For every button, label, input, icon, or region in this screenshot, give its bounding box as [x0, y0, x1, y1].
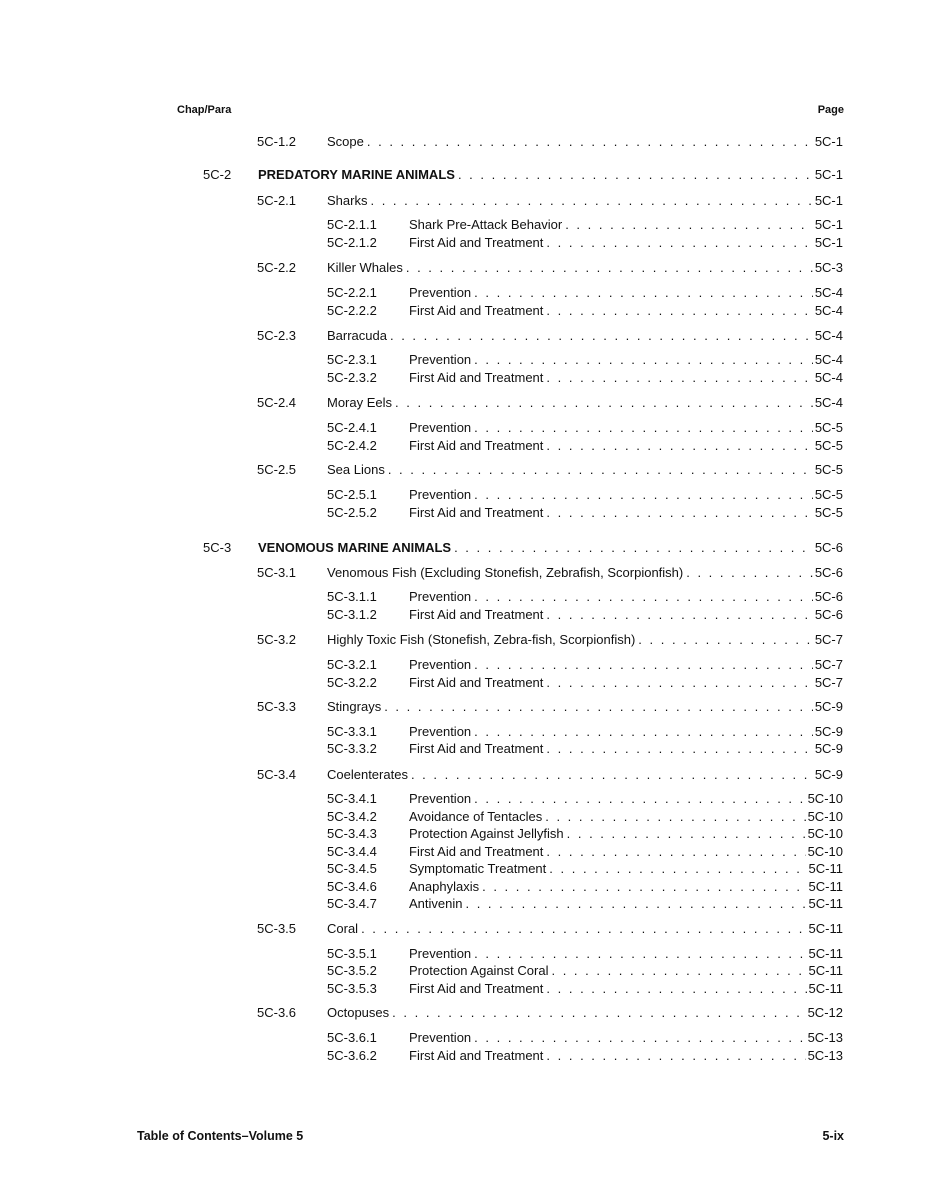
toc-entry-page: 5C-6	[814, 589, 843, 604]
dot-leader	[406, 260, 813, 276]
toc-entry-page: 5C-7	[814, 657, 843, 672]
dot-leader	[458, 167, 813, 183]
toc-entry-number: 5C-3.5	[257, 921, 297, 936]
toc-entry-page: 5C-13	[807, 1048, 843, 1063]
toc-entry-page: 5C-5	[814, 505, 843, 520]
dot-leader	[465, 896, 806, 912]
toc-subsection-entry[interactable]	[327, 861, 843, 877]
toc-entry-title: Highly Toxic Fish (Stonefish, Zebra-fish, Scorpionfish)	[327, 632, 636, 647]
toc-entry-page: 5C-9	[814, 741, 843, 756]
dot-leader	[567, 826, 806, 842]
toc-entry-number: 5C-3.4.7	[327, 896, 377, 911]
toc-entry-number: 5C-2.3	[257, 328, 297, 343]
toc-entry-title: Prevention	[409, 724, 472, 739]
toc-entry-number: 5C-2.1	[257, 193, 297, 208]
dot-leader	[411, 767, 813, 783]
dot-leader	[545, 809, 805, 825]
toc-entry-number: 5C-3.4.3	[327, 826, 377, 841]
toc-section-entry[interactable]	[257, 565, 843, 581]
toc-entry-page: 5C-11	[808, 921, 843, 936]
toc-entry-title: Avoidance of Tentacles	[409, 809, 543, 824]
dot-leader	[474, 420, 813, 436]
toc-entry-page: 5C-12	[807, 1005, 843, 1020]
toc-entry-page: 5C-4	[814, 370, 843, 385]
toc-subsection-entry[interactable]	[327, 963, 843, 979]
dot-leader	[384, 699, 813, 715]
toc-entry-title: Prevention	[409, 352, 472, 367]
toc-entry-number: 5C-3.4.1	[327, 791, 377, 806]
toc-subsection-entry[interactable]	[327, 589, 843, 605]
toc-entry-page: 5C-6	[814, 607, 843, 622]
dot-leader	[546, 675, 812, 691]
toc-section-entry[interactable]	[257, 260, 843, 276]
toc-section-entry[interactable]	[257, 921, 843, 937]
toc-section-entry[interactable]	[257, 1005, 843, 1021]
toc-entry-title: Antivenin	[409, 896, 463, 911]
toc-entry-number: 5C-3.1.1	[327, 589, 377, 604]
toc-entry-title: Coelenterates	[327, 767, 408, 782]
toc-section-entry[interactable]	[257, 699, 843, 715]
toc-subsection-entry[interactable]	[327, 675, 843, 691]
toc-subsection-entry[interactable]	[327, 879, 843, 895]
toc-subsection-entry[interactable]	[327, 607, 843, 623]
toc-entry-page: 5C-7	[814, 675, 843, 690]
dot-leader	[474, 285, 813, 301]
toc-subsection-entry[interactable]	[327, 420, 843, 436]
toc-subsection-entry[interactable]	[327, 809, 843, 825]
dot-leader	[482, 879, 806, 895]
toc-subsection-entry[interactable]	[327, 791, 843, 807]
toc-section-entry[interactable]	[257, 632, 843, 648]
toc-subsection-entry[interactable]	[327, 741, 843, 757]
toc-subsection-entry[interactable]	[327, 370, 843, 386]
dot-leader	[474, 791, 805, 807]
toc-entry-page: 5C-7	[814, 632, 843, 647]
dot-leader	[474, 352, 813, 368]
toc-entry-number: 5C-3	[203, 540, 232, 555]
column-header-chap-para: Chap/Para	[177, 104, 232, 116]
toc-chapter-entry[interactable]	[203, 167, 843, 183]
toc-entry-title: Prevention	[409, 791, 472, 806]
toc-entry-title: First Aid and Treatment	[409, 370, 544, 385]
toc-entry-number: 5C-3.6.2	[327, 1048, 377, 1063]
dot-leader	[474, 724, 813, 740]
toc-entry-page: 5C-4	[814, 352, 843, 367]
toc-entry-title: Prevention	[409, 487, 472, 502]
toc-subsection-entry[interactable]	[327, 235, 843, 251]
toc-entry-number: 5C-3.4.6	[327, 879, 377, 894]
toc-entry-page: 5C-5	[814, 420, 843, 435]
toc-entry-title: Anaphylaxis	[409, 879, 480, 894]
dot-leader	[565, 217, 813, 233]
dot-leader	[546, 607, 812, 623]
toc-chapter-entry[interactable]	[203, 540, 843, 556]
toc-entry-page: 5C-6	[814, 540, 843, 555]
toc-entry-page: 5C-11	[808, 896, 843, 911]
toc-entry-page: 5C-5	[814, 462, 843, 477]
toc-entry-number: 5C-3.5.3	[327, 981, 377, 996]
toc-entry-number: 5C-3.6.1	[327, 1030, 377, 1045]
dot-leader	[474, 657, 813, 673]
dot-leader	[546, 844, 805, 860]
toc-entry-number: 5C-2.4.2	[327, 438, 377, 453]
toc-entry-number: 5C-3.4.5	[327, 861, 377, 876]
toc-entry-title: First Aid and Treatment	[409, 607, 544, 622]
toc-entry-title: First Aid and Treatment	[409, 235, 544, 250]
dot-leader	[388, 462, 813, 478]
toc-section-entry[interactable]	[257, 462, 843, 478]
toc-subsection-entry[interactable]	[327, 844, 843, 860]
toc-entry-title: First Aid and Treatment	[409, 1048, 544, 1063]
dot-leader	[370, 193, 812, 209]
toc-entry-title: Sharks	[327, 193, 368, 208]
toc-entry-number: 5C-3.2.1	[327, 657, 377, 672]
toc-entry-title: Protection Against Jellyfish	[409, 826, 564, 841]
dot-leader	[551, 963, 806, 979]
toc-entry-page: 5C-9	[814, 724, 843, 739]
dot-leader	[474, 1030, 805, 1046]
toc-entry-page: 5C-4	[814, 328, 843, 343]
toc-entry-title: Killer Whales	[327, 260, 403, 275]
dot-leader	[546, 981, 806, 997]
toc-entry-page: 5C-1	[814, 134, 843, 149]
dot-leader	[474, 589, 813, 605]
toc-entry-number: 5C-3.1	[257, 565, 297, 580]
toc-entry-page: 5C-3	[814, 260, 843, 275]
dot-leader	[546, 303, 812, 319]
toc-entry-page: 5C-9	[814, 699, 843, 714]
toc-entry-number: 5C-2.5.1	[327, 487, 377, 502]
toc-entry-title: Scope	[327, 134, 364, 149]
toc-subsection-entry[interactable]	[327, 487, 843, 503]
toc-entry-number: 5C-3.4.2	[327, 809, 377, 824]
toc-entry-number: 5C-2	[203, 167, 232, 182]
toc-subsection-entry[interactable]	[327, 1030, 843, 1046]
dot-leader	[474, 946, 806, 962]
toc-entry-number: 5C-1.2	[257, 134, 297, 149]
toc-subsection-entry[interactable]	[327, 724, 843, 740]
toc-entry-number: 5C-2.1.1	[327, 217, 377, 232]
column-header-page: Page	[817, 104, 844, 116]
toc-entry-title: VENOMOUS MARINE ANIMALS	[258, 540, 452, 555]
toc-entry-title: Prevention	[409, 589, 472, 604]
toc-entry-page: 5C-4	[814, 303, 843, 318]
toc-entry-page: 5C-10	[807, 826, 843, 841]
toc-entry-number: 5C-2.3.2	[327, 370, 377, 385]
dot-leader	[474, 487, 813, 503]
toc-subsection-entry[interactable]	[327, 303, 843, 319]
toc-entry-title: Coral	[327, 921, 359, 936]
toc-entry-page: 5C-11	[808, 861, 843, 876]
toc-entry-page: 5C-4	[814, 395, 843, 410]
toc-entry-number: 5C-3.2	[257, 632, 297, 647]
toc-entry-number: 5C-2.2	[257, 260, 297, 275]
toc-entry-number: 5C-2.1.2	[327, 235, 377, 250]
toc-subsection-entry[interactable]	[327, 438, 843, 454]
dot-leader	[546, 1048, 805, 1064]
toc-subsection-entry[interactable]	[327, 1048, 843, 1064]
toc-entry-page: 5C-11	[808, 946, 843, 961]
toc-entry-page: 5C-10	[807, 809, 843, 824]
toc-entry-title: Prevention	[409, 657, 472, 672]
footer-page-number: 5-ix	[822, 1129, 844, 1143]
toc-entry-title: Prevention	[409, 420, 472, 435]
dot-leader	[361, 921, 806, 937]
toc-entry-number: 5C-3.5.2	[327, 963, 377, 978]
toc-entry-number: 5C-2.4.1	[327, 420, 377, 435]
toc-entry-number: 5C-3.4	[257, 767, 297, 782]
dot-leader	[546, 235, 812, 251]
toc-entry-page: 5C-11	[808, 963, 843, 978]
toc-entry-title: Symptomatic Treatment	[409, 861, 547, 876]
toc-entry-title: First Aid and Treatment	[409, 675, 544, 690]
toc-entry-title: First Aid and Treatment	[409, 741, 544, 756]
toc-subsection-entry[interactable]	[327, 946, 843, 962]
toc-entry-number: 5C-3.3.1	[327, 724, 377, 739]
toc-entry-title: First Aid and Treatment	[409, 981, 544, 996]
toc-entry-page: 5C-10	[807, 844, 843, 859]
toc-entry-title: Barracuda	[327, 328, 387, 343]
toc-entry-number: 5C-3.2.2	[327, 675, 377, 690]
toc-entry-page: 5C-11	[808, 879, 843, 894]
toc-subsection-entry[interactable]	[327, 505, 843, 521]
dot-leader	[367, 134, 813, 150]
dot-leader	[549, 861, 806, 877]
toc-entry-title: First Aid and Treatment	[409, 438, 544, 453]
toc-entry-title: Shark Pre-Attack Behavior	[409, 217, 563, 232]
dot-leader	[546, 505, 812, 521]
toc-entry-title: Venomous Fish (Excluding Stonefish, Zebrafish, Scorpionfish)	[327, 565, 684, 580]
toc-subsection-entry[interactable]	[327, 657, 843, 673]
toc-entry-title: Protection Against Coral	[409, 963, 549, 978]
dot-leader	[638, 632, 813, 648]
toc-entry-number: 5C-3.3	[257, 699, 297, 714]
dot-leader	[390, 328, 813, 344]
toc-section-entry[interactable]	[257, 395, 843, 411]
toc-entry-title: Prevention	[409, 946, 472, 961]
toc-entry-title: First Aid and Treatment	[409, 844, 544, 859]
toc-entry-page: 5C-1	[814, 235, 843, 250]
dot-leader	[454, 540, 813, 556]
toc-entry-page: 5C-4	[814, 285, 843, 300]
toc-entry-page: 5C-5	[814, 438, 843, 453]
toc-entry-page: 5C-1	[814, 167, 843, 182]
toc-entry-number: 5C-2.5.2	[327, 505, 377, 520]
toc-entry-number: 5C-3.6	[257, 1005, 297, 1020]
toc-entry-page: 5C-13	[807, 1030, 843, 1045]
toc-entry-number: 5C-3.5.1	[327, 946, 377, 961]
toc-section-entry[interactable]	[257, 328, 843, 344]
toc-entry-page: 5C-10	[807, 791, 843, 806]
toc-section-entry[interactable]	[257, 767, 843, 783]
toc-subsection-entry[interactable]	[327, 981, 843, 997]
toc-section-entry[interactable]	[257, 134, 843, 150]
toc-entry-number: 5C-2.5	[257, 462, 297, 477]
footer-title: Table of Contents–Volume 5	[137, 1129, 304, 1143]
toc-entry-title: Prevention	[409, 1030, 472, 1045]
dot-leader	[392, 1005, 805, 1021]
toc-entry-page: 5C-1	[814, 193, 843, 208]
dot-leader	[546, 741, 812, 757]
toc-entry-title: Sea Lions	[327, 462, 385, 477]
toc-entry-page: 5C-6	[814, 565, 843, 580]
toc-entry-title: First Aid and Treatment	[409, 505, 544, 520]
toc-entry-title: Octopuses	[327, 1005, 390, 1020]
dot-leader	[546, 438, 812, 454]
toc-subsection-entry[interactable]	[327, 352, 843, 368]
toc-entry-page: 5C-9	[814, 767, 843, 782]
toc-entry-title: Moray Eels	[327, 395, 393, 410]
toc-entry-number: 5C-3.1.2	[327, 607, 377, 622]
toc-entry-number: 5C-2.2.2	[327, 303, 377, 318]
toc-entry-page: 5C-5	[814, 487, 843, 502]
toc-subsection-entry[interactable]	[327, 826, 843, 842]
toc-entry-page: 5C-1	[814, 217, 843, 232]
toc-entry-number: 5C-3.3.2	[327, 741, 377, 756]
toc-entry-number: 5C-2.3.1	[327, 352, 377, 367]
toc-entry-number: 5C-2.2.1	[327, 285, 377, 300]
toc-section-entry[interactable]	[257, 193, 843, 209]
toc-entry-title: Stingrays	[327, 699, 382, 714]
toc-entry-page: 5C-11	[808, 981, 843, 996]
toc-entry-title: Prevention	[409, 285, 472, 300]
toc-entry-number: 5C-2.4	[257, 395, 297, 410]
toc-entry-number: 5C-3.4.4	[327, 844, 377, 859]
dot-leader	[686, 565, 813, 581]
toc-subsection-entry[interactable]	[327, 896, 843, 912]
dot-leader	[546, 370, 812, 386]
toc-entry-title: PREDATORY MARINE ANIMALS	[258, 167, 455, 182]
dot-leader	[395, 395, 813, 411]
toc-entry-title: First Aid and Treatment	[409, 303, 544, 318]
toc-subsection-entry[interactable]	[327, 285, 843, 301]
toc-subsection-entry[interactable]	[327, 217, 843, 233]
